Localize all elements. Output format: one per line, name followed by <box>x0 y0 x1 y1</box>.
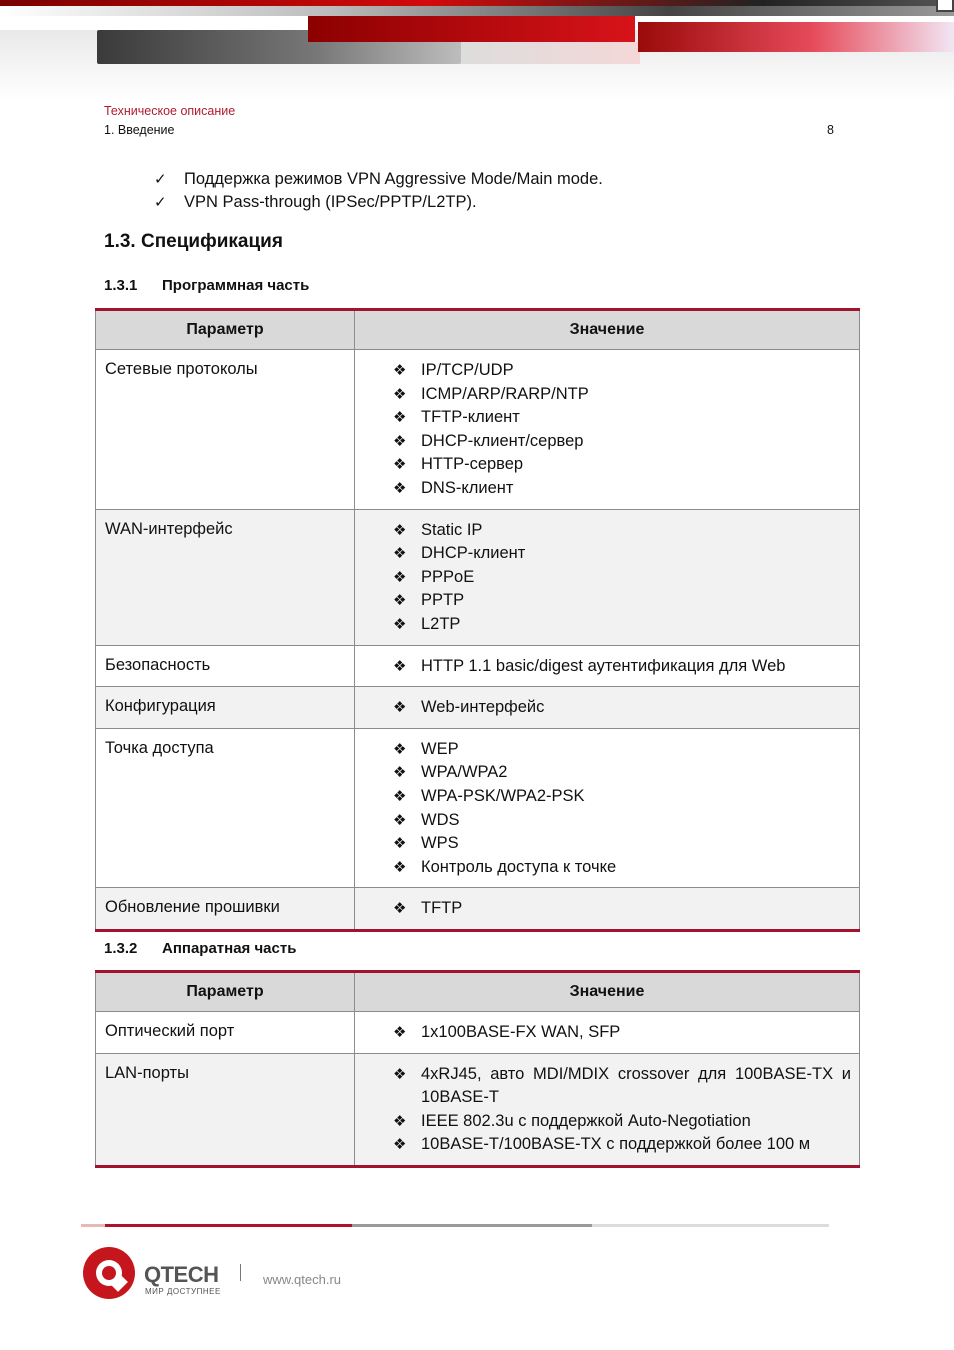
subsection-number: 1.3.1 <box>104 277 138 294</box>
diamond-bullet-icon: ❖ <box>393 810 407 829</box>
value-list <box>393 655 851 679</box>
subsection-heading-hardware <box>104 940 296 957</box>
list-item <box>393 761 851 785</box>
list-item <box>393 1063 851 1110</box>
website-link[interactable]: www.qtech.ru <box>263 1272 342 1287</box>
diamond-bullet-icon: ❖ <box>393 698 407 717</box>
value-text: DNS-клиент <box>421 478 514 497</box>
list-item <box>393 832 851 856</box>
parameter-cell: Оптический порт <box>96 1012 355 1054</box>
value-text: WPA/WPA2 <box>421 763 508 782</box>
section-heading: 1.3. Спецификация <box>104 231 283 252</box>
page-number: 8 <box>827 123 834 137</box>
value-cell <box>355 509 860 645</box>
diamond-bullet-icon: ❖ <box>393 591 407 610</box>
footer-rule <box>105 1224 352 1227</box>
diamond-bullet-icon: ❖ <box>393 478 407 497</box>
parameter-cell: Конфигурация <box>96 687 355 729</box>
list-item <box>393 785 851 809</box>
column-header-value: Значение <box>355 310 860 350</box>
value-list <box>393 519 851 637</box>
diamond-bullet-icon: ❖ <box>393 1064 407 1083</box>
value-list <box>393 696 851 720</box>
diamond-bullet-icon: ❖ <box>393 1135 407 1154</box>
value-text: 1x100BASE-FX WAN, SFP <box>421 1023 621 1041</box>
list-item <box>393 809 851 833</box>
list-item <box>393 613 851 637</box>
list-item-text: Поддержка режимов VPN Aggressive Mode/Main mode. <box>184 170 603 188</box>
parameter-cell: Безопасность <box>96 645 355 687</box>
diamond-bullet-icon: ❖ <box>393 656 407 675</box>
list-item <box>393 696 851 720</box>
diamond-bullet-icon: ❖ <box>393 361 407 379</box>
list-item <box>393 453 851 477</box>
value-cell <box>355 350 860 510</box>
value-text: 10BASE-T/100BASE-TX с поддержкой более 100 м <box>421 1135 811 1154</box>
value-text: DHCP-клиент/сервер <box>421 431 584 450</box>
value-text: Контроль доступа к точке <box>421 857 617 876</box>
subsection-title: Аппаратная часть <box>162 940 297 957</box>
value-text: PPTP <box>421 591 465 610</box>
list-item <box>393 738 851 762</box>
parameter-cell: LAN-порты <box>96 1053 355 1166</box>
list-item <box>393 856 851 880</box>
diamond-bullet-icon: ❖ <box>393 739 407 758</box>
list-item <box>393 542 851 566</box>
column-header-parameter: Параметр <box>96 972 355 1012</box>
value-text: TFTP <box>421 899 463 918</box>
value-text: Static IP <box>421 520 483 539</box>
value-text: WPA-PSK/WPA2-PSK <box>421 786 585 805</box>
parameter-cell: WAN-интерфейс <box>96 509 355 645</box>
value-text: PPPoE <box>421 567 475 586</box>
value-list <box>393 1063 851 1157</box>
list-item-text: VPN Pass-through (IPSec/PPTP/L2TP). <box>184 193 477 211</box>
list-item <box>393 1021 851 1045</box>
list-item <box>393 1110 851 1134</box>
value-list <box>393 1021 851 1045</box>
value-text: 4xRJ45, авто MDI/MDIX crossover для 100BASE-TX и 10BASE-T <box>421 1064 851 1107</box>
list-item <box>393 897 851 921</box>
diamond-bullet-icon: ❖ <box>393 1111 407 1130</box>
value-cell <box>355 1012 860 1054</box>
diamond-bullet-icon: ❖ <box>393 1023 407 1041</box>
parameter-cell: Точка доступа <box>96 728 355 888</box>
value-cell <box>355 1053 860 1166</box>
table-row <box>96 645 860 687</box>
diamond-bullet-icon: ❖ <box>393 614 407 633</box>
brand-name: QTECH <box>144 1262 219 1287</box>
table-row <box>96 888 860 931</box>
chapter-title: 1. Введение <box>104 123 175 137</box>
value-cell <box>355 728 860 888</box>
list-item <box>393 406 851 430</box>
diamond-bullet-icon: ❖ <box>393 431 407 450</box>
list-item <box>393 566 851 590</box>
value-list <box>393 359 851 501</box>
footer-rule <box>81 1224 105 1227</box>
diamond-bullet-icon: ❖ <box>393 455 407 474</box>
subsection-heading-software <box>104 277 309 294</box>
list-item <box>393 477 851 501</box>
value-text: IP/TCP/UDP <box>421 361 514 379</box>
list-item <box>393 430 851 454</box>
subsection-title: Программная часть <box>162 277 310 294</box>
value-text: WEP <box>421 739 459 758</box>
table-row <box>96 687 860 729</box>
document-title: Техническое описание <box>104 104 236 118</box>
diamond-bullet-icon: ❖ <box>393 857 407 876</box>
table-row <box>96 509 860 645</box>
feature-checklist <box>154 168 603 214</box>
list-item <box>154 191 603 214</box>
value-text: WPS <box>421 834 459 853</box>
list-item <box>393 519 851 543</box>
value-list <box>393 897 851 921</box>
table-row <box>96 350 860 510</box>
list-item <box>393 1133 851 1157</box>
value-text: HTTP-сервер <box>421 455 524 474</box>
checkmark-icon: ✓ <box>154 170 167 188</box>
table-row <box>96 728 860 888</box>
value-cell <box>355 888 860 931</box>
diamond-bullet-icon: ❖ <box>393 763 407 782</box>
subsection-number: 1.3.2 <box>104 940 138 957</box>
table-header-row <box>96 310 860 350</box>
value-text: WDS <box>421 810 460 829</box>
value-text: TFTP-клиент <box>421 408 520 427</box>
list-item <box>393 589 851 613</box>
hardware-spec-table <box>95 970 860 1168</box>
list-item <box>154 168 603 191</box>
value-text: L2TP <box>421 614 461 633</box>
value-text: Web-интерфейс <box>421 698 545 717</box>
qtech-logo-icon <box>82 1246 138 1302</box>
table-row <box>96 1012 860 1054</box>
footer-divider <box>240 1264 241 1281</box>
checkmark-icon: ✓ <box>154 193 167 211</box>
value-list <box>393 738 851 880</box>
diamond-bullet-icon: ❖ <box>393 544 407 563</box>
diamond-bullet-icon: ❖ <box>393 408 407 427</box>
value-text: IEEE 802.3u с поддержкой Auto-Negotiation <box>421 1111 751 1130</box>
diamond-bullet-icon: ❖ <box>393 384 407 403</box>
brand-slogan: МИР ДОСТУПНЕЕ <box>145 1287 221 1296</box>
value-text: HTTP 1.1 basic/digest аутентификация для Web <box>421 656 786 675</box>
table-row <box>96 1053 860 1166</box>
diamond-bullet-icon: ❖ <box>393 834 407 853</box>
diamond-bullet-icon: ❖ <box>393 520 407 539</box>
column-header-value: Значение <box>355 972 860 1012</box>
parameter-cell: Сетевые протоколы <box>96 350 355 510</box>
list-item <box>393 359 851 383</box>
list-item <box>393 383 851 407</box>
parameter-cell: Обновление прошивки <box>96 888 355 931</box>
column-header-parameter: Параметр <box>96 310 355 350</box>
footer-rule <box>352 1224 592 1227</box>
diamond-bullet-icon: ❖ <box>393 786 407 805</box>
value-text: DHCP-клиент <box>421 544 526 563</box>
header-banner <box>0 0 954 105</box>
diamond-bullet-icon: ❖ <box>393 899 407 918</box>
footer-rule <box>592 1224 829 1227</box>
table-header-row <box>96 972 860 1012</box>
list-item <box>393 655 851 679</box>
value-cell <box>355 687 860 729</box>
software-spec-table <box>95 308 860 932</box>
diamond-bullet-icon: ❖ <box>393 567 407 586</box>
value-cell <box>355 645 860 687</box>
value-text: ICMP/ARP/RARP/NTP <box>421 384 589 403</box>
